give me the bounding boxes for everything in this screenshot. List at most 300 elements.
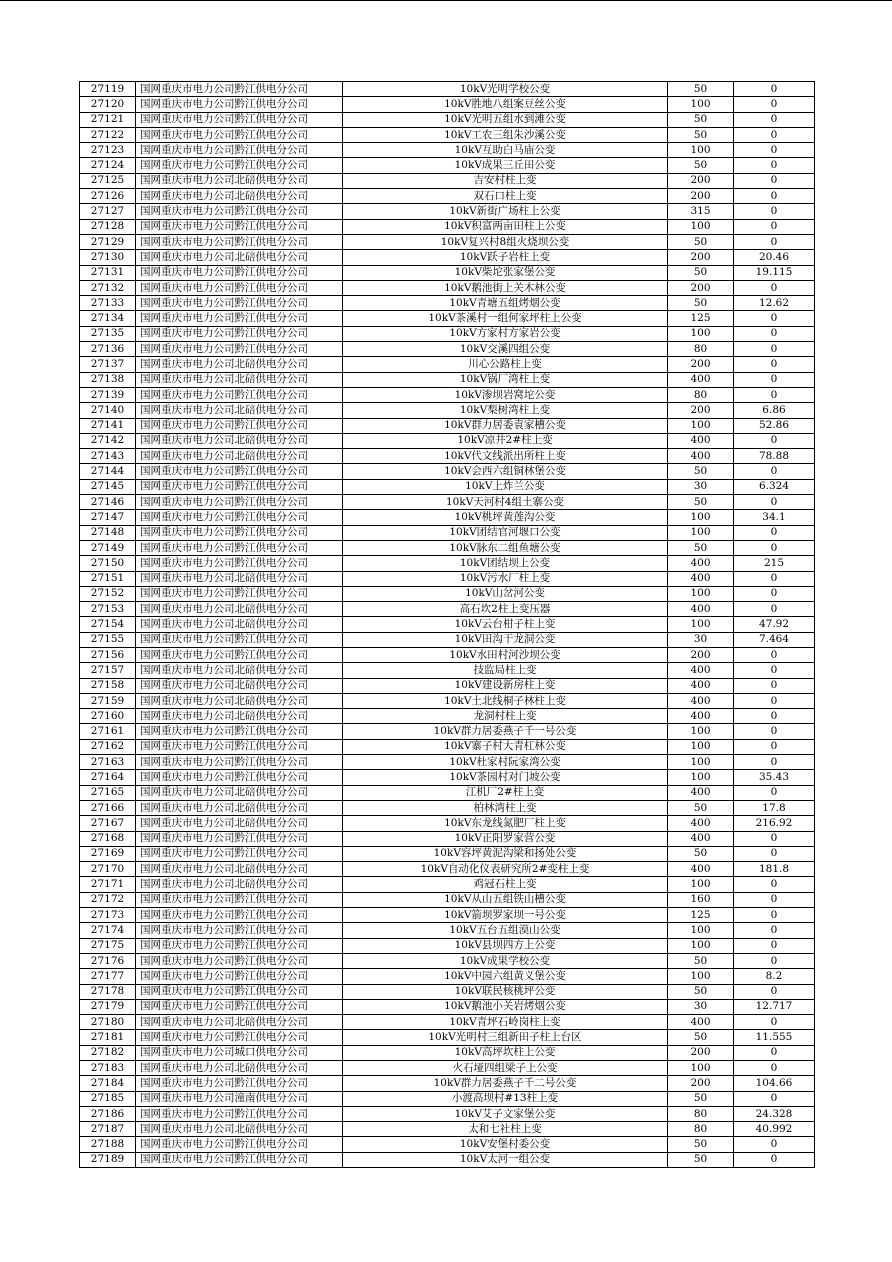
transformer-name-cell: 高石坎2柱上变压器	[343, 602, 668, 617]
value-cell: 0	[734, 82, 815, 97]
value-cell: 0	[734, 372, 815, 387]
row-id-cell: 27132	[80, 280, 136, 295]
row-id-cell: 27166	[80, 800, 136, 815]
company-cell: 国网重庆市电力公司北碚供电分公司	[136, 816, 343, 831]
capacity-cell: 50	[668, 846, 734, 861]
table-row	[80, 219, 815, 234]
transformer-name-cell: 10kV凉井2#柱上变	[343, 433, 668, 448]
row-id-cell: 27162	[80, 739, 136, 754]
company-cell: 国网重庆市电力公司黔江供电分公司	[136, 296, 343, 311]
capacity-cell: 50	[668, 953, 734, 968]
value-cell: 0	[734, 495, 815, 510]
transformer-name-cell: 10kV建设新房柱上变	[343, 678, 668, 693]
transformer-name-cell: 10kV梨树湾柱上变	[343, 403, 668, 418]
value-cell: 0	[734, 280, 815, 295]
table-row	[80, 326, 815, 341]
row-id-cell: 27133	[80, 296, 136, 311]
table-row	[80, 632, 815, 647]
capacity-cell: 200	[668, 403, 734, 418]
value-cell: 0	[734, 571, 815, 586]
row-id-cell: 27128	[80, 219, 136, 234]
capacity-cell: 50	[668, 1030, 734, 1045]
row-id-cell: 27168	[80, 831, 136, 846]
value-cell: 0	[734, 755, 815, 770]
value-cell: 0	[734, 846, 815, 861]
transformer-name-cell: 10kV水田村河沙坝公变	[343, 647, 668, 662]
row-id-cell: 27119	[80, 82, 136, 97]
company-cell: 国网重庆市电力公司黔江供电分公司	[136, 311, 343, 326]
capacity-cell: 100	[668, 1061, 734, 1076]
value-cell: 0	[734, 908, 815, 923]
transformer-name-cell: 10kV青塘五组烤烟公变	[343, 296, 668, 311]
transformer-name-cell: 10kV正阳罗家营公变	[343, 831, 668, 846]
value-cell: 40.992	[734, 1122, 815, 1137]
row-id-cell: 27189	[80, 1152, 136, 1167]
table-row	[80, 724, 815, 739]
value-cell: 0	[734, 724, 815, 739]
value-cell: 0	[734, 464, 815, 479]
table-row	[80, 617, 815, 632]
capacity-cell: 100	[668, 97, 734, 112]
row-id-cell: 27150	[80, 556, 136, 571]
capacity-cell: 50	[668, 296, 734, 311]
transformer-name-cell: 太和七社柱上变	[343, 1122, 668, 1137]
row-id-cell: 27140	[80, 403, 136, 418]
table-body	[80, 82, 815, 1168]
company-cell: 国网重庆市电力公司北碚供电分公司	[136, 862, 343, 877]
transformer-name-cell: 小渡高坝村#13柱上变	[343, 1091, 668, 1106]
row-id-cell: 27125	[80, 173, 136, 188]
capacity-cell: 400	[668, 678, 734, 693]
table-row	[80, 846, 815, 861]
company-cell: 国网重庆市电力公司北碚供电分公司	[136, 602, 343, 617]
table-row	[80, 785, 815, 800]
transformer-name-cell: 10kV太河一组公变	[343, 1152, 668, 1167]
table-row	[80, 1061, 815, 1076]
company-cell: 国网重庆市电力公司潼南供电分公司	[136, 1091, 343, 1106]
table-row	[80, 525, 815, 540]
row-id-cell: 27178	[80, 984, 136, 999]
transformer-name-cell: 10kV东龙线氮肥厂柱上变	[343, 816, 668, 831]
capacity-cell: 50	[668, 1152, 734, 1167]
row-id-cell: 27144	[80, 464, 136, 479]
transformer-name-cell: 10kV箭坝罗家坝一号公变	[343, 908, 668, 923]
value-cell: 0	[734, 586, 815, 601]
row-id-cell: 27175	[80, 938, 136, 953]
row-id-cell: 27127	[80, 204, 136, 219]
row-id-cell: 27170	[80, 862, 136, 877]
row-id-cell: 27183	[80, 1061, 136, 1076]
table-row	[80, 800, 815, 815]
row-id-cell: 27187	[80, 1122, 136, 1137]
company-cell: 国网重庆市电力公司北碚供电分公司	[136, 709, 343, 724]
row-id-cell: 27130	[80, 250, 136, 265]
company-cell: 国网重庆市电力公司黔江供电分公司	[136, 342, 343, 357]
capacity-cell: 100	[668, 938, 734, 953]
row-id-cell: 27186	[80, 1106, 136, 1121]
transformer-name-cell: 10kV杜家村阮家湾公变	[343, 755, 668, 770]
company-cell: 国网重庆市电力公司黔江供电分公司	[136, 265, 343, 280]
transformer-name-cell: 龙洞村柱上变	[343, 709, 668, 724]
value-cell: 0	[734, 540, 815, 555]
value-cell: 216.92	[734, 816, 815, 831]
transformer-name-cell: 火石垭四组梁子上公变	[343, 1061, 668, 1076]
value-cell: 0	[734, 678, 815, 693]
value-cell: 0	[734, 602, 815, 617]
capacity-cell: 50	[668, 265, 734, 280]
value-cell: 0	[734, 1091, 815, 1106]
transformer-name-cell: 10kV交溪四组公变	[343, 342, 668, 357]
capacity-cell: 100	[668, 143, 734, 158]
value-cell: 0	[734, 785, 815, 800]
transformer-name-cell: 10kV互助白马庙公变	[343, 143, 668, 158]
capacity-cell: 400	[668, 816, 734, 831]
transformer-name-cell: 柏林湾柱上变	[343, 800, 668, 815]
capacity-cell: 315	[668, 204, 734, 219]
capacity-cell: 400	[668, 663, 734, 678]
table-row	[80, 663, 815, 678]
company-cell: 国网重庆市电力公司黔江供电分公司	[136, 770, 343, 785]
transformer-name-cell: 10kV光明学校公变	[343, 82, 668, 97]
company-cell: 国网重庆市电力公司北碚供电分公司	[136, 877, 343, 892]
capacity-cell: 30	[668, 999, 734, 1014]
capacity-cell: 400	[668, 571, 734, 586]
capacity-cell: 50	[668, 158, 734, 173]
table-row	[80, 342, 815, 357]
value-cell: 0	[734, 1061, 815, 1076]
value-cell: 0	[734, 938, 815, 953]
value-cell: 0	[734, 953, 815, 968]
table-row	[80, 1106, 815, 1121]
table-row	[80, 1045, 815, 1060]
transformer-name-cell: 10kV上炸兰公变	[343, 479, 668, 494]
page-top-rule	[0, 0, 892, 1]
row-id-cell: 27155	[80, 632, 136, 647]
table-row	[80, 1152, 815, 1167]
row-id-cell: 27174	[80, 923, 136, 938]
company-cell: 国网重庆市电力公司黔江供电分公司	[136, 647, 343, 662]
company-cell: 国网重庆市电力公司黔江供电分公司	[136, 525, 343, 540]
table-row	[80, 969, 815, 984]
capacity-cell: 400	[668, 433, 734, 448]
transformer-name-cell: 10kV污水厂柱上变	[343, 571, 668, 586]
value-cell: 0	[734, 173, 815, 188]
company-cell: 国网重庆市电力公司北碚供电分公司	[136, 800, 343, 815]
value-cell: 6.86	[734, 403, 815, 418]
company-cell: 国网重庆市电力公司黔江供电分公司	[136, 923, 343, 938]
capacity-cell: 200	[668, 1045, 734, 1060]
table-row	[80, 586, 815, 601]
row-id-cell: 27171	[80, 877, 136, 892]
company-cell: 国网重庆市电力公司北碚供电分公司	[136, 173, 343, 188]
value-cell: 181.8	[734, 862, 815, 877]
value-cell: 0	[734, 311, 815, 326]
company-cell: 国网重庆市电力公司黔江供电分公司	[136, 540, 343, 555]
value-cell: 7.464	[734, 632, 815, 647]
capacity-cell: 400	[668, 709, 734, 724]
company-cell: 国网重庆市电力公司北碚供电分公司	[136, 1061, 343, 1076]
transformer-name-cell: 10kV中园六组黄义堡公变	[343, 969, 668, 984]
row-id-cell: 27143	[80, 449, 136, 464]
value-cell: 0	[734, 984, 815, 999]
capacity-cell: 100	[668, 739, 734, 754]
row-id-cell: 27134	[80, 311, 136, 326]
value-cell: 0	[734, 143, 815, 158]
table-row	[80, 739, 815, 754]
table-row	[80, 372, 815, 387]
capacity-cell: 50	[668, 984, 734, 999]
capacity-cell: 100	[668, 969, 734, 984]
company-cell: 国网重庆市电力公司黔江供电分公司	[136, 755, 343, 770]
table-row	[80, 234, 815, 249]
value-cell: 0	[734, 693, 815, 708]
row-id-cell: 27159	[80, 693, 136, 708]
capacity-cell: 100	[668, 418, 734, 433]
capacity-cell: 50	[668, 82, 734, 97]
table-row	[80, 97, 815, 112]
transformer-name-cell: 10kV高坪坎柱上公变	[343, 1045, 668, 1060]
row-id-cell: 27152	[80, 586, 136, 601]
company-cell: 国网重庆市电力公司黔江供电分公司	[136, 1076, 343, 1091]
transformer-name-cell: 10kV群力居委燕子千二号公变	[343, 1076, 668, 1091]
value-cell: 0	[734, 326, 815, 341]
table-row	[80, 877, 815, 892]
table-row	[80, 678, 815, 693]
company-cell: 国网重庆市电力公司黔江供电分公司	[136, 846, 343, 861]
capacity-cell: 400	[668, 1015, 734, 1030]
company-cell: 国网重庆市电力公司黔江供电分公司	[136, 586, 343, 601]
value-cell: 0	[734, 234, 815, 249]
capacity-cell: 200	[668, 1076, 734, 1091]
company-cell: 国网重庆市电力公司黔江供电分公司	[136, 999, 343, 1014]
row-id-cell: 27157	[80, 663, 136, 678]
value-cell: 0	[734, 1015, 815, 1030]
transformer-data-table	[79, 81, 815, 1168]
row-id-cell: 27163	[80, 755, 136, 770]
row-id-cell: 27179	[80, 999, 136, 1014]
company-cell: 国网重庆市电力公司黔江供电分公司	[136, 739, 343, 754]
table-row	[80, 953, 815, 968]
transformer-name-cell: 10kV容坪黄泥沟梁和扬处公变	[343, 846, 668, 861]
row-id-cell: 27135	[80, 326, 136, 341]
company-cell: 国网重庆市电力公司黔江供电分公司	[136, 510, 343, 525]
transformer-name-cell: 10kV青坪石岭岗柱上变	[343, 1015, 668, 1030]
transformer-name-cell: 10kV桃坪黄莲沟公变	[343, 510, 668, 525]
capacity-cell: 100	[668, 219, 734, 234]
value-cell: 0	[734, 663, 815, 678]
capacity-cell: 50	[668, 234, 734, 249]
company-cell: 国网重庆市电力公司黔江供电分公司	[136, 831, 343, 846]
company-cell: 国网重庆市电力公司北碚供电分公司	[136, 571, 343, 586]
capacity-cell: 125	[668, 908, 734, 923]
transformer-name-cell: 10kV锅厂湾柱上变	[343, 372, 668, 387]
table-row	[80, 143, 815, 158]
capacity-cell: 100	[668, 770, 734, 785]
value-cell: 0	[734, 709, 815, 724]
table-row	[80, 816, 815, 831]
table-row	[80, 892, 815, 907]
company-cell: 国网重庆市电力公司北碚供电分公司	[136, 663, 343, 678]
company-cell: 国网重庆市电力公司北碚供电分公司	[136, 693, 343, 708]
table-row	[80, 204, 815, 219]
capacity-cell: 200	[668, 250, 734, 265]
capacity-cell: 30	[668, 632, 734, 647]
table-row	[80, 908, 815, 923]
table-row	[80, 403, 815, 418]
row-id-cell: 27147	[80, 510, 136, 525]
company-cell: 国网重庆市电力公司黔江供电分公司	[136, 969, 343, 984]
transformer-name-cell: 10kV会西六组铜林堡公变	[343, 464, 668, 479]
value-cell: 20.46	[734, 250, 815, 265]
table-row	[80, 479, 815, 494]
value-cell: 24.328	[734, 1106, 815, 1121]
table-row	[80, 1076, 815, 1091]
capacity-cell: 100	[668, 326, 734, 341]
row-id-cell: 27122	[80, 127, 136, 142]
table-row	[80, 571, 815, 586]
company-cell: 国网重庆市电力公司黔江供电分公司	[136, 82, 343, 97]
value-cell: 0	[734, 204, 815, 219]
capacity-cell: 80	[668, 1122, 734, 1137]
table-row	[80, 540, 815, 555]
transformer-name-cell: 10kV渗坝岩窝坨公变	[343, 387, 668, 402]
table-row	[80, 755, 815, 770]
row-id-cell: 27153	[80, 602, 136, 617]
capacity-cell: 100	[668, 923, 734, 938]
value-cell: 0	[734, 127, 815, 142]
value-cell: 0	[734, 158, 815, 173]
table-row	[80, 556, 815, 571]
transformer-name-cell: 10kV土北线桐子林柱上变	[343, 693, 668, 708]
company-cell: 国网重庆市电力公司黔江供电分公司	[136, 127, 343, 142]
transformer-name-cell: 10kV山岔河公变	[343, 586, 668, 601]
table-row	[80, 770, 815, 785]
row-id-cell: 27138	[80, 372, 136, 387]
transformer-name-cell: 10kV从山五组铁山槽公变	[343, 892, 668, 907]
transformer-name-cell: 10kV群力居委燕子千一号公变	[343, 724, 668, 739]
value-cell: 47.92	[734, 617, 815, 632]
row-id-cell: 27146	[80, 495, 136, 510]
company-cell: 国网重庆市电力公司北碚供电分公司	[136, 449, 343, 464]
value-cell: 0	[734, 525, 815, 540]
transformer-name-cell: 10kV工农三组朱沙溪公变	[343, 127, 668, 142]
capacity-cell: 125	[668, 311, 734, 326]
value-cell: 0	[734, 189, 815, 204]
transformer-name-cell: 10kV成果三丘田公变	[343, 158, 668, 173]
table-row	[80, 82, 815, 97]
table-row	[80, 602, 815, 617]
value-cell: 8.2	[734, 969, 815, 984]
capacity-cell: 400	[668, 693, 734, 708]
transformer-name-cell: 10kV光明五组水到滩公变	[343, 112, 668, 127]
table-row	[80, 923, 815, 938]
row-id-cell: 27148	[80, 525, 136, 540]
table-row	[80, 495, 815, 510]
company-cell: 国网重庆市电力公司北碚供电分公司	[136, 785, 343, 800]
transformer-name-cell: 10kV方家村方家岩公变	[343, 326, 668, 341]
value-cell: 104.66	[734, 1076, 815, 1091]
transformer-name-cell: 10kV田沟干龙洞公变	[343, 632, 668, 647]
value-cell: 0	[734, 1137, 815, 1152]
company-cell: 国网重庆市电力公司黔江供电分公司	[136, 1106, 343, 1121]
table-row	[80, 173, 815, 188]
transformer-name-cell: 10kV团结官河堰口公变	[343, 525, 668, 540]
table-row	[80, 449, 815, 464]
row-id-cell: 27181	[80, 1030, 136, 1045]
transformer-name-cell: 10kV胜地八组案豆丝公变	[343, 97, 668, 112]
capacity-cell: 100	[668, 586, 734, 601]
capacity-cell: 400	[668, 831, 734, 846]
transformer-name-cell: 双石口柱上变	[343, 189, 668, 204]
transformer-name-cell: 10kV云台柑子柱上变	[343, 617, 668, 632]
value-cell: 0	[734, 892, 815, 907]
capacity-cell: 200	[668, 357, 734, 372]
value-cell: 12.717	[734, 999, 815, 1014]
transformer-name-cell: 10kV寨子村大青杠林公变	[343, 739, 668, 754]
table-row	[80, 433, 815, 448]
row-id-cell: 27154	[80, 617, 136, 632]
table-row	[80, 693, 815, 708]
table-row	[80, 862, 815, 877]
row-id-cell: 27145	[80, 479, 136, 494]
company-cell: 国网重庆市电力公司黔江供电分公司	[136, 234, 343, 249]
capacity-cell: 50	[668, 1137, 734, 1152]
company-cell: 国网重庆市电力公司黔江供电分公司	[136, 326, 343, 341]
company-cell: 国网重庆市电力公司北碚供电分公司	[136, 1015, 343, 1030]
row-id-cell: 27160	[80, 709, 136, 724]
table-row	[80, 1091, 815, 1106]
transformer-name-cell: 10kV代文线派出所柱上变	[343, 449, 668, 464]
transformer-name-cell: 10kV艾子文家堡公变	[343, 1106, 668, 1121]
row-id-cell: 27139	[80, 387, 136, 402]
table-row	[80, 1030, 815, 1045]
capacity-cell: 400	[668, 785, 734, 800]
table-row	[80, 311, 815, 326]
transformer-name-cell: 10kV群力居委袁家槽公变	[343, 418, 668, 433]
row-id-cell: 27169	[80, 846, 136, 861]
value-cell: 78.88	[734, 449, 815, 464]
capacity-cell: 50	[668, 495, 734, 510]
company-cell: 国网重庆市电力公司黔江供电分公司	[136, 984, 343, 999]
transformer-name-cell: 鸡冠石柱上变	[343, 877, 668, 892]
capacity-cell: 100	[668, 755, 734, 770]
capacity-cell: 100	[668, 724, 734, 739]
table-row	[80, 464, 815, 479]
table-row	[80, 127, 815, 142]
row-id-cell: 27167	[80, 816, 136, 831]
value-cell: 6.324	[734, 479, 815, 494]
capacity-cell: 50	[668, 464, 734, 479]
company-cell: 国网重庆市电力公司黔江供电分公司	[136, 479, 343, 494]
capacity-cell: 50	[668, 112, 734, 127]
value-cell: 215	[734, 556, 815, 571]
row-id-cell: 27136	[80, 342, 136, 357]
table-row	[80, 158, 815, 173]
table-row	[80, 709, 815, 724]
row-id-cell: 27165	[80, 785, 136, 800]
company-cell: 国网重庆市电力公司黔江供电分公司	[136, 387, 343, 402]
company-cell: 国网重庆市电力公司北碚供电分公司	[136, 357, 343, 372]
capacity-cell: 200	[668, 173, 734, 188]
row-id-cell: 27123	[80, 143, 136, 158]
row-id-cell: 27137	[80, 357, 136, 372]
transformer-name-cell: 10kV天河村4组土寨公变	[343, 495, 668, 510]
value-cell: 0	[734, 342, 815, 357]
value-cell: 52.86	[734, 418, 815, 433]
capacity-cell: 50	[668, 540, 734, 555]
company-cell: 国网重庆市电力公司北碚供电分公司	[136, 372, 343, 387]
value-cell: 17.8	[734, 800, 815, 815]
